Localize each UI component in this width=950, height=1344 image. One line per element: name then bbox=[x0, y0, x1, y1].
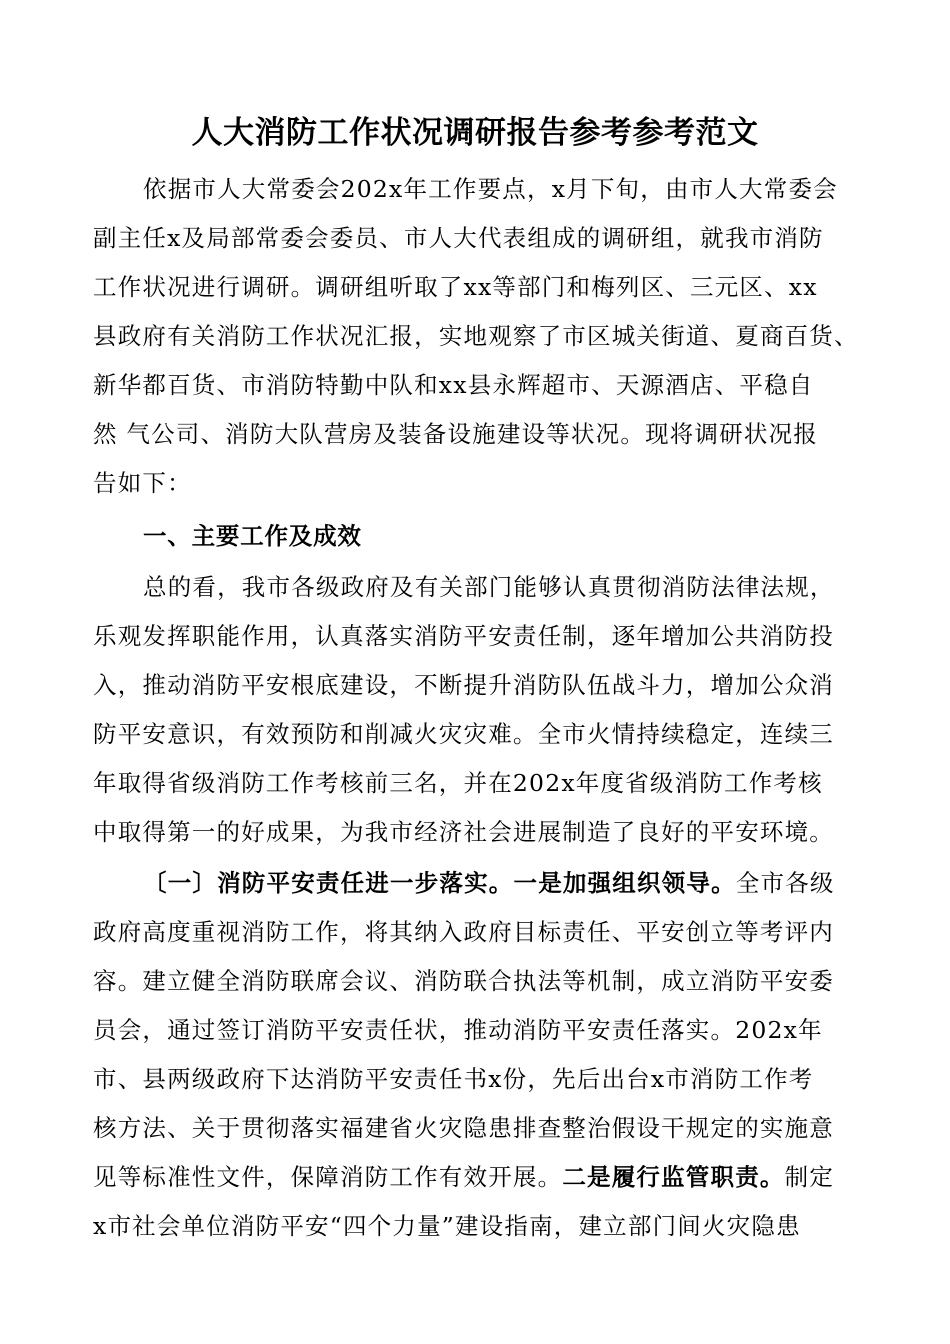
summary-line-2: 乐观发挥职能作用，认真落实消防平安责任制，逐年增加公共消防投 bbox=[93, 622, 834, 650]
sub1-line-5: 市、县两级政府下达消防平安责任书x份，先后出台x市消防工作考 bbox=[93, 1065, 814, 1093]
sub1-line-4: 员会，通过签订消防平安责任状，推动消防平安责任落实。202x年 bbox=[93, 1016, 823, 1044]
sub1-bold-lead: 〔一〕消防平安责任进一步落实。一是加强组织领导。 bbox=[143, 869, 736, 897]
sub1-lead-rest: 全市各级 bbox=[735, 869, 835, 897]
sub1-line-7 bbox=[93, 1160, 834, 1194]
sub1-line-1 bbox=[143, 866, 835, 900]
intro-line-6: 然 气公司、消防大队营房及装备设施建设等状况。现将调研状况报 bbox=[93, 420, 818, 448]
document-title: 人大消防工作状况调研报告参考参考范文 bbox=[191, 115, 759, 151]
section-heading: 一、主要工作及成效 bbox=[143, 522, 362, 550]
intro-line-7: 告如下： bbox=[93, 469, 192, 497]
intro-line-3: 工作状况进行调研。调研组听取了xx等部门和梅列区、三元区、xx bbox=[93, 273, 818, 301]
sub1-line-6: 核方法、关于贯彻落实福建省火灾隐患排查整治假设干规定的实施意 bbox=[93, 1114, 834, 1142]
sub1-line-8: x市社会单位消防平安“四个力量”建设指南，建立部门间火灾隐患 bbox=[93, 1212, 801, 1240]
intro-line-5: 新华都百货、市消防特勤中队和xx县永辉超市、天源酒店、平稳自 bbox=[93, 371, 814, 399]
sub1-line-7-rest: 制定 bbox=[784, 1163, 835, 1191]
sub1-line-3: 容。建立健全消防联席会议、消防联合执法等机制，成立消防平安委 bbox=[93, 967, 834, 995]
sub1-line-2: 政府高度重视消防工作，将其纳入政府目标责任、平安创立等考评内 bbox=[93, 918, 834, 946]
summary-line-5: 年取得省级消防工作考核前三名，并在202x年度省级消防工作考核 bbox=[93, 769, 823, 797]
summary-line-3: 入，推动消防平安根底建设，不断提升消防队伍战斗力，增加公众消 bbox=[93, 671, 834, 699]
sub1-line-7-bold: 二是履行监管职责。 bbox=[562, 1163, 785, 1191]
intro-line-1: 依据市人大常委会202x年工作要点，x月下旬，由市人大常委会 bbox=[143, 175, 838, 203]
sub1-line-7-text: 见等标准性文件，保障消防工作有效开展。 bbox=[93, 1163, 563, 1191]
summary-line-1: 总的看，我市各级政府及有关部门能够认真贯彻消防法律法规， bbox=[143, 573, 835, 601]
intro-line-4: 县政府有关消防工作状况汇报，实地观察了市区城关街道、夏商百货、 bbox=[93, 322, 859, 350]
summary-line-4: 防平安意识，有效预防和削减火灾灾难。全市火情持续稳定，连续三 bbox=[93, 720, 834, 748]
intro-line-2: 副主任x及局部常委会委员、市人大代表组成的调研组，就我市消防 bbox=[93, 224, 824, 252]
summary-line-6: 中取得第一的好成果，为我市经济社会进展制造了良好的平安环境。 bbox=[93, 818, 834, 846]
